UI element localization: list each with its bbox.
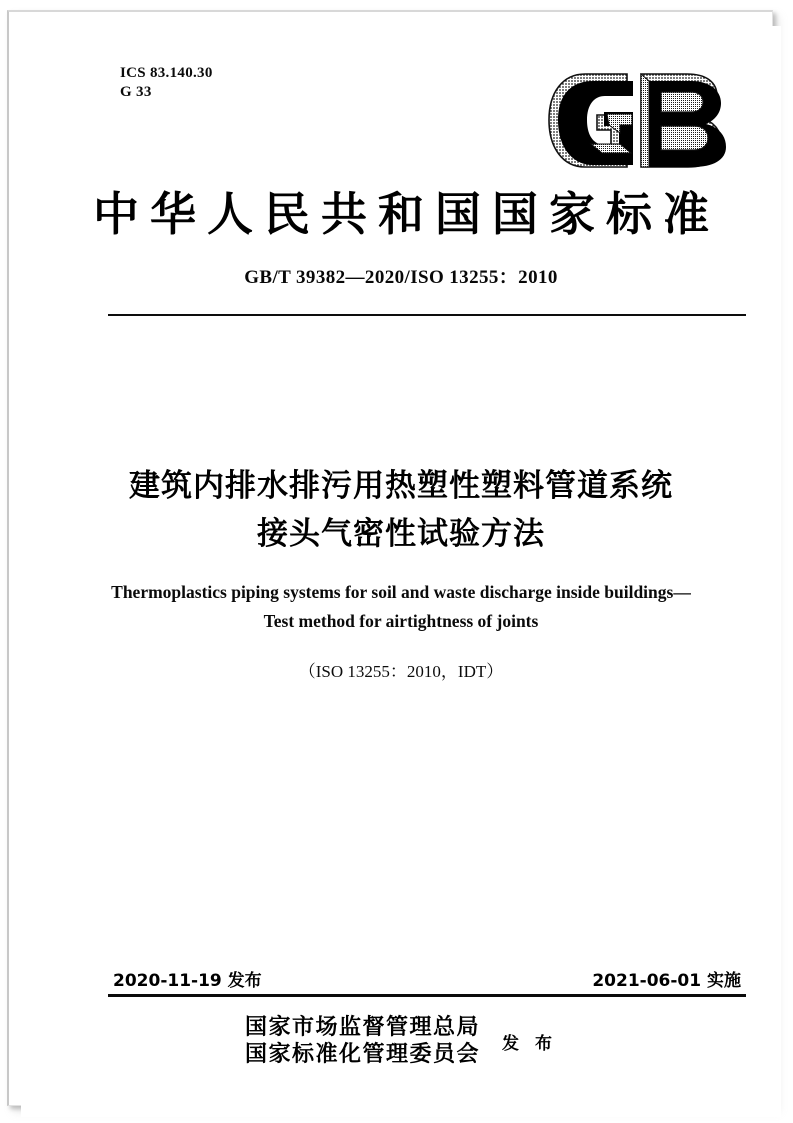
title-cn-line-1: 建筑内排水排污用热塑性塑料管道系统 [129, 468, 673, 504]
ics-code: ICS 83.140.30 [120, 65, 213, 81]
title-en-line-2: Test method for airtightness of joints [263, 611, 539, 631]
gb-logo-icon [541, 68, 731, 173]
document-title-cn [21, 462, 781, 558]
issue-date: 2020-11-19 发布 [113, 971, 262, 991]
publisher-line-1: 国家市场监督管理总局 [245, 1015, 481, 1040]
publisher-names [245, 1014, 480, 1068]
publisher-line-2: 国家标准化管理委员会 [245, 1042, 481, 1067]
page-frame [7, 10, 773, 1106]
document-page [21, 26, 781, 1117]
publisher-action-label: 发 布 [502, 1033, 557, 1054]
header-divider [108, 314, 746, 316]
publisher-block [21, 1014, 781, 1068]
dates-row [108, 966, 746, 990]
standard-number: GB/T 39382—2020/ISO 13255：2010 [244, 267, 558, 288]
document-title-en [21, 578, 781, 636]
national-standard-header: 中华人民共和国国家标准 [93, 187, 720, 241]
title-cn-line-2: 接头气密性试验方法 [257, 516, 545, 552]
title-en-line-1: Thermoplastics piping systems for soil and waste discharge inside buildings— [111, 582, 691, 602]
iso-identity-line: （ISO 13255：2010，IDT） [298, 662, 504, 681]
ics-code-block [120, 64, 213, 102]
footer-divider [108, 994, 746, 997]
effective-date: 2021-06-01 实施 [592, 971, 741, 991]
classification-code: G 33 [120, 84, 152, 100]
